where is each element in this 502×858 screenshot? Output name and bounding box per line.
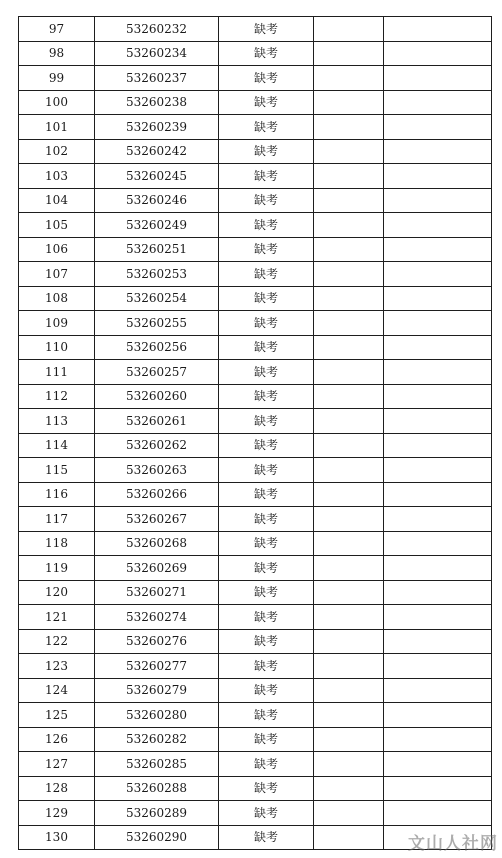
table-row (19, 139, 492, 164)
cell-candidate-id: 53260290 (95, 825, 219, 850)
cell-empty-5 (384, 727, 492, 752)
cell-empty-4 (314, 433, 384, 458)
cell-empty-5 (384, 580, 492, 605)
cell-empty-5 (384, 41, 492, 66)
cell-empty-5 (384, 752, 492, 777)
cell-sequence-number: 100 (19, 90, 95, 115)
cell-sequence-number: 111 (19, 360, 95, 385)
cell-empty-4 (314, 237, 384, 262)
cell-empty-4 (314, 703, 384, 728)
cell-sequence-number: 126 (19, 727, 95, 752)
cell-sequence-number: 116 (19, 482, 95, 507)
cell-empty-5 (384, 213, 492, 238)
cell-empty-4 (314, 286, 384, 311)
cell-sequence-number: 119 (19, 556, 95, 581)
table-row (19, 776, 492, 801)
cell-sequence-number: 109 (19, 311, 95, 336)
cell-empty-4 (314, 139, 384, 164)
cell-candidate-id: 53260271 (95, 580, 219, 605)
cell-candidate-id: 53260242 (95, 139, 219, 164)
cell-empty-4 (314, 752, 384, 777)
cell-empty-4 (314, 17, 384, 42)
table-row (19, 703, 492, 728)
table-row (19, 384, 492, 409)
table-row (19, 556, 492, 581)
cell-candidate-id: 53260234 (95, 41, 219, 66)
cell-sequence-number: 107 (19, 262, 95, 287)
cell-empty-5 (384, 629, 492, 654)
table-row (19, 41, 492, 66)
cell-exam-status: 缺考 (219, 727, 314, 752)
exam-results-table (18, 16, 492, 850)
table-row (19, 531, 492, 556)
cell-exam-status: 缺考 (219, 556, 314, 581)
cell-exam-status: 缺考 (219, 703, 314, 728)
cell-exam-status: 缺考 (219, 752, 314, 777)
cell-empty-4 (314, 311, 384, 336)
cell-exam-status: 缺考 (219, 605, 314, 630)
cell-candidate-id: 53260260 (95, 384, 219, 409)
cell-exam-status: 缺考 (219, 409, 314, 434)
cell-candidate-id: 53260263 (95, 458, 219, 483)
cell-empty-4 (314, 458, 384, 483)
table-row (19, 678, 492, 703)
table-row (19, 311, 492, 336)
cell-exam-status: 缺考 (219, 262, 314, 287)
cell-sequence-number: 114 (19, 433, 95, 458)
cell-empty-4 (314, 360, 384, 385)
table-row (19, 727, 492, 752)
table-row (19, 654, 492, 679)
cell-exam-status: 缺考 (219, 776, 314, 801)
cell-empty-4 (314, 164, 384, 189)
table-row (19, 213, 492, 238)
cell-candidate-id: 53260288 (95, 776, 219, 801)
cell-sequence-number: 121 (19, 605, 95, 630)
cell-exam-status: 缺考 (219, 458, 314, 483)
cell-empty-5 (384, 360, 492, 385)
cell-empty-4 (314, 678, 384, 703)
table-row (19, 605, 492, 630)
cell-sequence-number: 97 (19, 17, 95, 42)
table-body (19, 17, 492, 850)
cell-empty-5 (384, 188, 492, 213)
cell-sequence-number: 103 (19, 164, 95, 189)
cell-empty-5 (384, 409, 492, 434)
table-row (19, 262, 492, 287)
cell-empty-4 (314, 531, 384, 556)
cell-candidate-id: 53260280 (95, 703, 219, 728)
cell-empty-5 (384, 286, 492, 311)
cell-exam-status: 缺考 (219, 139, 314, 164)
cell-empty-5 (384, 433, 492, 458)
table-row (19, 752, 492, 777)
cell-candidate-id: 53260232 (95, 17, 219, 42)
cell-candidate-id: 53260261 (95, 409, 219, 434)
cell-candidate-id: 53260237 (95, 66, 219, 91)
cell-exam-status: 缺考 (219, 286, 314, 311)
cell-empty-4 (314, 654, 384, 679)
cell-sequence-number: 118 (19, 531, 95, 556)
cell-sequence-number: 124 (19, 678, 95, 703)
cell-empty-4 (314, 776, 384, 801)
cell-empty-4 (314, 507, 384, 532)
cell-empty-4 (314, 384, 384, 409)
table-row (19, 164, 492, 189)
table-row (19, 409, 492, 434)
cell-candidate-id: 53260253 (95, 262, 219, 287)
cell-empty-5 (384, 115, 492, 140)
cell-empty-4 (314, 262, 384, 287)
cell-exam-status: 缺考 (219, 335, 314, 360)
cell-empty-5 (384, 654, 492, 679)
cell-empty-4 (314, 556, 384, 581)
cell-sequence-number: 104 (19, 188, 95, 213)
cell-exam-status: 缺考 (219, 188, 314, 213)
cell-exam-status: 缺考 (219, 482, 314, 507)
cell-exam-status: 缺考 (219, 360, 314, 385)
cell-candidate-id: 53260268 (95, 531, 219, 556)
cell-empty-4 (314, 115, 384, 140)
cell-candidate-id: 53260277 (95, 654, 219, 679)
cell-candidate-id: 53260257 (95, 360, 219, 385)
cell-empty-5 (384, 482, 492, 507)
cell-candidate-id: 53260245 (95, 164, 219, 189)
cell-empty-5 (384, 66, 492, 91)
cell-sequence-number: 130 (19, 825, 95, 850)
cell-empty-5 (384, 17, 492, 42)
table-row (19, 433, 492, 458)
table-row (19, 90, 492, 115)
cell-sequence-number: 108 (19, 286, 95, 311)
cell-candidate-id: 53260249 (95, 213, 219, 238)
cell-exam-status: 缺考 (219, 164, 314, 189)
cell-empty-5 (384, 262, 492, 287)
cell-empty-5 (384, 384, 492, 409)
cell-empty-5 (384, 164, 492, 189)
cell-empty-5 (384, 531, 492, 556)
cell-candidate-id: 53260269 (95, 556, 219, 581)
cell-sequence-number: 128 (19, 776, 95, 801)
cell-empty-4 (314, 482, 384, 507)
table-row (19, 286, 492, 311)
cell-empty-4 (314, 213, 384, 238)
cell-sequence-number: 129 (19, 801, 95, 826)
cell-empty-5 (384, 507, 492, 532)
cell-empty-5 (384, 776, 492, 801)
cell-exam-status: 缺考 (219, 384, 314, 409)
table-row (19, 458, 492, 483)
cell-exam-status: 缺考 (219, 237, 314, 262)
cell-empty-5 (384, 556, 492, 581)
cell-sequence-number: 112 (19, 384, 95, 409)
cell-candidate-id: 53260254 (95, 286, 219, 311)
cell-exam-status: 缺考 (219, 531, 314, 556)
cell-exam-status: 缺考 (219, 90, 314, 115)
cell-exam-status: 缺考 (219, 507, 314, 532)
cell-empty-4 (314, 801, 384, 826)
cell-empty-4 (314, 629, 384, 654)
cell-empty-5 (384, 335, 492, 360)
cell-exam-status: 缺考 (219, 213, 314, 238)
table-row (19, 507, 492, 532)
cell-sequence-number: 98 (19, 41, 95, 66)
cell-sequence-number: 102 (19, 139, 95, 164)
cell-candidate-id: 53260285 (95, 752, 219, 777)
cell-empty-5 (384, 801, 492, 826)
table-row (19, 580, 492, 605)
cell-exam-status: 缺考 (219, 580, 314, 605)
cell-sequence-number: 127 (19, 752, 95, 777)
cell-exam-status: 缺考 (219, 311, 314, 336)
cell-exam-status: 缺考 (219, 654, 314, 679)
cell-empty-4 (314, 66, 384, 91)
cell-empty-5 (384, 90, 492, 115)
cell-candidate-id: 53260251 (95, 237, 219, 262)
cell-exam-status: 缺考 (219, 17, 314, 42)
watermark-logo: 文山人社网 (408, 834, 498, 854)
cell-empty-4 (314, 409, 384, 434)
cell-sequence-number: 123 (19, 654, 95, 679)
cell-sequence-number: 99 (19, 66, 95, 91)
cell-sequence-number: 106 (19, 237, 95, 262)
cell-sequence-number: 125 (19, 703, 95, 728)
cell-sequence-number: 105 (19, 213, 95, 238)
cell-empty-4 (314, 335, 384, 360)
cell-candidate-id: 53260276 (95, 629, 219, 654)
cell-exam-status: 缺考 (219, 825, 314, 850)
table-row (19, 482, 492, 507)
cell-candidate-id: 53260266 (95, 482, 219, 507)
cell-candidate-id: 53260246 (95, 188, 219, 213)
cell-empty-5 (384, 703, 492, 728)
cell-empty-5 (384, 458, 492, 483)
cell-empty-4 (314, 825, 384, 850)
cell-empty-4 (314, 90, 384, 115)
cell-candidate-id: 53260256 (95, 335, 219, 360)
table-row (19, 188, 492, 213)
cell-sequence-number: 115 (19, 458, 95, 483)
cell-empty-4 (314, 188, 384, 213)
cell-candidate-id: 53260267 (95, 507, 219, 532)
cell-empty-4 (314, 727, 384, 752)
cell-candidate-id: 53260255 (95, 311, 219, 336)
table-row (19, 237, 492, 262)
cell-candidate-id: 53260239 (95, 115, 219, 140)
table-row (19, 66, 492, 91)
cell-sequence-number: 113 (19, 409, 95, 434)
cell-exam-status: 缺考 (219, 433, 314, 458)
cell-sequence-number: 122 (19, 629, 95, 654)
cell-sequence-number: 120 (19, 580, 95, 605)
cell-candidate-id: 53260279 (95, 678, 219, 703)
cell-exam-status: 缺考 (219, 629, 314, 654)
table-row (19, 801, 492, 826)
cell-empty-4 (314, 41, 384, 66)
cell-exam-status: 缺考 (219, 66, 314, 91)
cell-sequence-number: 101 (19, 115, 95, 140)
table-row (19, 115, 492, 140)
cell-empty-5 (384, 678, 492, 703)
cell-candidate-id: 53260289 (95, 801, 219, 826)
cell-candidate-id: 53260282 (95, 727, 219, 752)
cell-sequence-number: 110 (19, 335, 95, 360)
cell-exam-status: 缺考 (219, 41, 314, 66)
cell-empty-4 (314, 580, 384, 605)
table-row (19, 335, 492, 360)
cell-empty-5 (384, 237, 492, 262)
cell-exam-status: 缺考 (219, 115, 314, 140)
cell-empty-5 (384, 139, 492, 164)
table-row (19, 629, 492, 654)
table-row (19, 360, 492, 385)
cell-candidate-id: 53260274 (95, 605, 219, 630)
cell-sequence-number: 117 (19, 507, 95, 532)
cell-empty-4 (314, 605, 384, 630)
cell-exam-status: 缺考 (219, 678, 314, 703)
cell-exam-status: 缺考 (219, 801, 314, 826)
cell-empty-5 (384, 311, 492, 336)
cell-candidate-id: 53260262 (95, 433, 219, 458)
cell-empty-5 (384, 605, 492, 630)
cell-candidate-id: 53260238 (95, 90, 219, 115)
table-row (19, 17, 492, 42)
